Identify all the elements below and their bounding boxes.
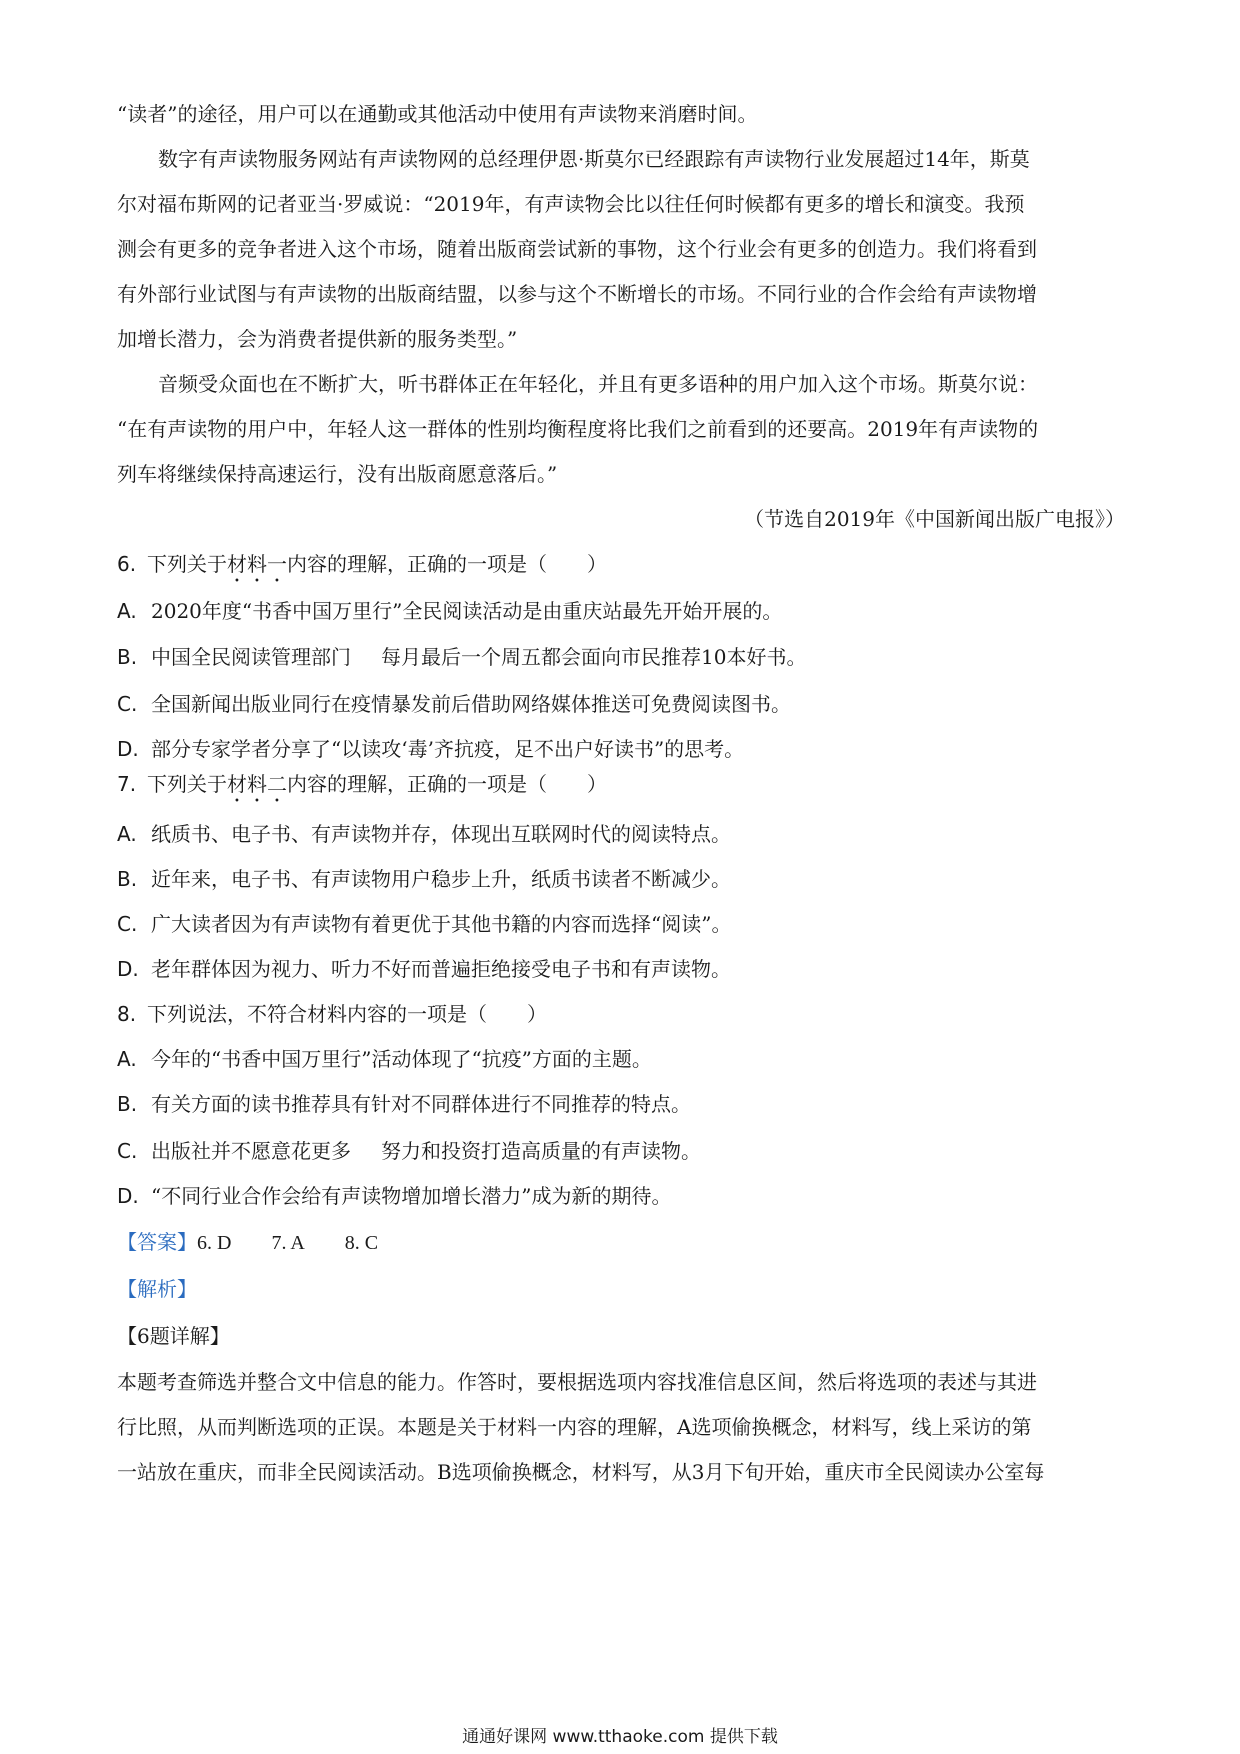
- analysis-line: 本题考查筛选并整合文中信息的能力。作答时，要根据选项内容找准信息区间，然后将选项的表述与其进: [117, 1370, 1037, 1394]
- question-8-option-b: [117, 1090, 1127, 1118]
- option-text: 每月最后一个周五都会面向市民推荐10本好书。: [381, 645, 807, 669]
- material-line: 尔对福布斯网的记者亚当·罗威说：“2019年，有声读物会比以往任何时候都有更多的增长和演变。我预: [117, 192, 1025, 216]
- material-line: 列车将继续保持高速运行，没有出版商愿意落后。”: [117, 462, 558, 486]
- option-letter: A.: [117, 599, 137, 623]
- option-letter: D.: [117, 737, 139, 761]
- stem-text: 内容的理解，正确的一项是（ ）: [287, 552, 607, 576]
- option-text: 全国新闻出版业同行在疫情暴发前后借助网络媒体推送可免费阅读图书。: [151, 692, 791, 716]
- option-text: 2020年度“书香中国万里行”全民阅读活动是由重庆站最先开始开展的。: [151, 599, 783, 623]
- option-letter: D.: [117, 1184, 139, 1208]
- option-letter: B.: [117, 645, 138, 669]
- option-text: 中国全民阅读管理部门: [151, 645, 351, 669]
- question-7-option-a: [117, 820, 1127, 848]
- question-6-option-b: [117, 643, 1127, 671]
- question-7-option-d: [117, 955, 1127, 983]
- option-letter: B.: [117, 1092, 138, 1116]
- option-letter: D.: [117, 957, 139, 981]
- stem-text: 下列说法，不符合材料内容的一项是（ ）: [147, 1002, 547, 1026]
- question-6-stem: [117, 550, 1127, 587]
- material-line: 有外部行业试图与有声读物的出版商结盟，以参与这个不断增长的市场。不同行业的合作会给有声读物增: [117, 282, 1037, 306]
- answer-tag: 【答案】: [117, 1230, 197, 1254]
- source-citation: （节选自2019年《中国新闻出版广电报》）: [744, 507, 1125, 531]
- answer-line: [117, 1228, 1127, 1257]
- option-letter: A.: [117, 822, 137, 846]
- stem-text: 内容的理解，正确的一项是（ ）: [287, 772, 607, 796]
- option-text: 老年群体因为视力、听力不好而普遍拒绝接受电子书和有声读物。: [151, 957, 731, 981]
- option-letter: C.: [117, 912, 138, 936]
- option-letter: C.: [117, 1139, 138, 1163]
- answer-8: 8. C: [344, 1232, 379, 1254]
- question-6-option-d: [117, 735, 1127, 763]
- option-letter: B.: [117, 867, 138, 891]
- option-text: 部分专家学者分享了“以读攻‘毒’齐抗疫，足不出户好读书”的思考。: [151, 737, 745, 761]
- question-number: 8.: [117, 1002, 137, 1026]
- page-footer: 通通好课网 www.tthaoke.com 提供下载: [462, 1727, 778, 1747]
- question-8-option-d: [117, 1182, 1127, 1210]
- question-8-stem: [117, 1000, 1127, 1028]
- option-text: 有关方面的读书推荐具有针对不同群体进行不同推荐的特点。: [151, 1092, 691, 1116]
- analysis-line: 一站放在重庆，而非全民阅读活动。B选项偷换概念，材料写，从3月下旬开始，重庆市全民阅读办公室每: [117, 1460, 1045, 1484]
- material-line: 数字有声读物服务网站有声读物网的总经理伊恩·斯莫尔已经跟踪有声读物行业发展超过14年，斯莫: [158, 147, 1030, 171]
- answer-6: 6. D: [197, 1232, 232, 1254]
- emphasized-text: 材料一: [227, 552, 287, 576]
- question-6-option-a: [117, 597, 1127, 625]
- question-8-option-a: [117, 1045, 1127, 1073]
- answer-7: 7. A: [271, 1232, 305, 1254]
- material-line: “读者”的途径，用户可以在通勤或其他活动中使用有声读物来消磨时间。: [117, 102, 758, 126]
- detail-title: 【6题详解】: [117, 1324, 230, 1348]
- question-7-stem: [117, 770, 1127, 807]
- question-7-option-b: [117, 865, 1127, 893]
- option-text: 广大读者因为有声读物有着更优于其他书籍的内容而选择“阅读”。: [151, 912, 732, 936]
- material-line: “在有声读物的用户中，年轻人这一群体的性别均衡程度将比我们之前看到的还要高。2019年有声读物的: [117, 417, 1039, 441]
- stem-text: 下列关于: [147, 552, 227, 576]
- option-letter: C.: [117, 692, 138, 716]
- question-7-option-c: [117, 910, 1127, 938]
- question-number: 6.: [117, 552, 137, 576]
- material-line: 音频受众面也在不断扩大，听书群体正在年轻化，并且有更多语种的用户加入这个市场。斯莫尔说：: [158, 372, 1038, 396]
- option-text: 今年的“书香中国万里行”活动体现了“抗疫”方面的主题。: [151, 1047, 652, 1071]
- question-6-option-c: [117, 690, 1127, 718]
- option-text: 近年来，电子书、有声读物用户稳步上升，纸质书读者不断减少。: [151, 867, 731, 891]
- question-number: 7.: [117, 772, 137, 796]
- option-text: 努力和投资打造高质量的有声读物。: [381, 1139, 701, 1163]
- option-text: 纸质书、电子书、有声读物并存，体现出互联网时代的阅读特点。: [151, 822, 731, 846]
- question-8-option-c: [117, 1137, 1127, 1165]
- option-letter: A.: [117, 1047, 137, 1071]
- stem-text: 下列关于: [147, 772, 227, 796]
- option-text: “不同行业合作会给有声读物增加增长潜力”成为新的期待。: [151, 1184, 672, 1208]
- emphasized-text: 材料二: [227, 772, 287, 796]
- material-line: 测会有更多的竞争者进入这个市场，随着出版商尝试新的事物，这个行业会有更多的创造力。我们将看到: [117, 237, 1037, 261]
- analysis-tag: 【解析】: [117, 1277, 197, 1301]
- material-line: 加增长潜力，会为消费者提供新的服务类型。”: [117, 327, 518, 351]
- option-text: 出版社并不愿意花更多: [151, 1139, 351, 1163]
- analysis-line: 行比照，从而判断选项的正误。本题是关于材料一内容的理解，A选项偷换概念，材料写，线上采访的第: [117, 1415, 1032, 1439]
